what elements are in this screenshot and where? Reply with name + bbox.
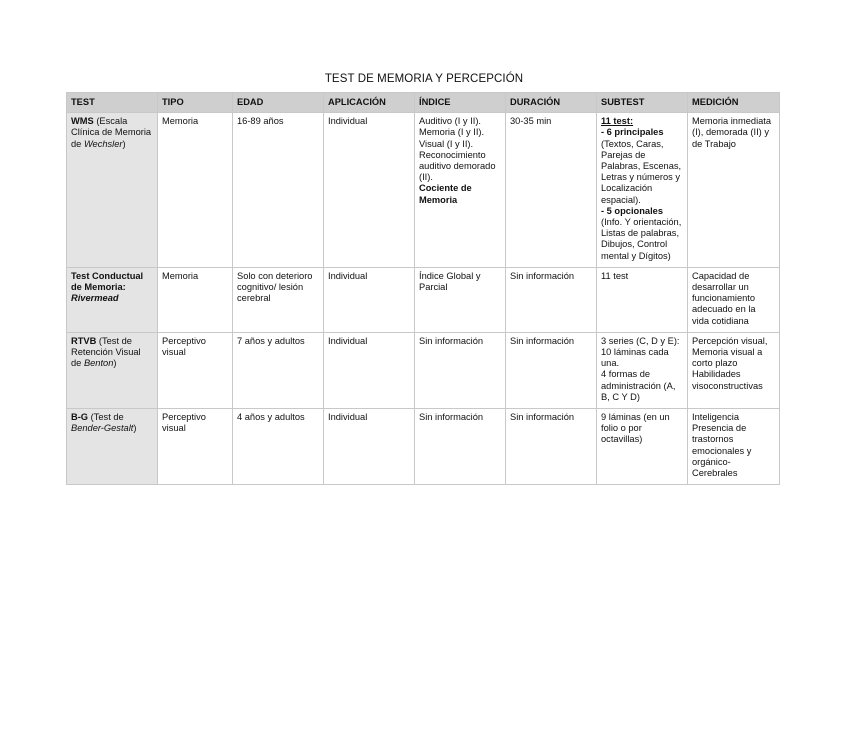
table-row xyxy=(67,332,780,408)
table-row xyxy=(67,267,780,332)
cell-indice: Sin información xyxy=(415,409,506,485)
cell-medicion: Capacidad de desarrollar un funcionamiento adecuado en la vida cotidiana xyxy=(688,267,780,332)
cell-test: RTVB (Test de Retención Visual de Benton) xyxy=(67,332,158,408)
cell-tipo: Perceptivo visual xyxy=(158,332,233,408)
cell-edad: 4 años y adultos xyxy=(233,409,324,485)
cell-indice: Índice Global y Parcial xyxy=(415,267,506,332)
cell-medicion: Inteligencia Presencia de trastornos emocionales y orgánico- Cerebrales xyxy=(688,409,780,485)
cell-edad: Solo con deterioro cognitivo/ lesión cerebral xyxy=(233,267,324,332)
header-edad: EDAD xyxy=(233,93,324,113)
header-aplicacion: APLICACIÓN xyxy=(324,93,415,113)
cell-test: Test Conductual de Memoria: Rivermead xyxy=(67,267,158,332)
cell-duracion: Sin información xyxy=(506,409,597,485)
tests-table xyxy=(66,92,780,485)
cell-subtest: 9 láminas (en un folio o por octavillas) xyxy=(597,409,688,485)
table-row xyxy=(67,113,780,268)
header-subtest: SUBTEST xyxy=(597,93,688,113)
cell-subtest: 11 test xyxy=(597,267,688,332)
document-title: TEST DE MEMORIA Y PERCEPCIÓN xyxy=(324,73,524,85)
cell-subtest: 3 series (C, D y E): 10 láminas cada una. 4 formas de administración (A, B, C Y D) xyxy=(597,332,688,408)
cell-indice: Sin información xyxy=(415,332,506,408)
cell-test: B-G (Test de Bender-Gestalt) xyxy=(67,409,158,485)
cell-edad: 7 años y adultos xyxy=(233,332,324,408)
cell-medicion: Percepción visual, Memoria visual a corto plazo Habilidades visoconstructivas xyxy=(688,332,780,408)
cell-test: WMS (Escala Clínica de Memoria de Wechsler) xyxy=(67,113,158,268)
header-medicion: MEDICIÓN xyxy=(688,93,780,113)
cell-duracion: 30-35 min xyxy=(506,113,597,268)
cell-tipo: Perceptivo visual xyxy=(158,409,233,485)
cell-indice: Auditivo (I y II). Memoria (I y II). Visual (I y II). Reconocimiento auditivo demorado (II). Cociente de Memoria xyxy=(415,113,506,268)
header-tipo: TIPO xyxy=(158,93,233,113)
cell-subtest: 11 test: - 6 principales (Textos, Caras, Parejas de Palabras, Escenas, Letras y números y Localización espacial). - 5 opcionales (Info. Y orientación, Listas de palabras, Dibujos, Control mental y Dígitos) xyxy=(597,113,688,268)
table-row xyxy=(67,409,780,485)
header-test: TEST xyxy=(67,93,158,113)
cell-edad: 16-89 años xyxy=(233,113,324,268)
cell-tipo: Memoria xyxy=(158,113,233,268)
table-header-row xyxy=(67,93,780,113)
cell-duracion: Sin información xyxy=(506,332,597,408)
cell-aplicacion: Individual xyxy=(324,332,415,408)
cell-aplicacion: Individual xyxy=(324,409,415,485)
cell-tipo: Memoria xyxy=(158,267,233,332)
header-indice: ÍNDICE xyxy=(415,93,506,113)
cell-aplicacion: Individual xyxy=(324,267,415,332)
cell-duracion: Sin información xyxy=(506,267,597,332)
cell-aplicacion: Individual xyxy=(324,113,415,268)
header-duracion: DURACIÓN xyxy=(506,93,597,113)
cell-medicion: Memoria inmediata (I), demorada (II) y de Trabajo xyxy=(688,113,780,268)
